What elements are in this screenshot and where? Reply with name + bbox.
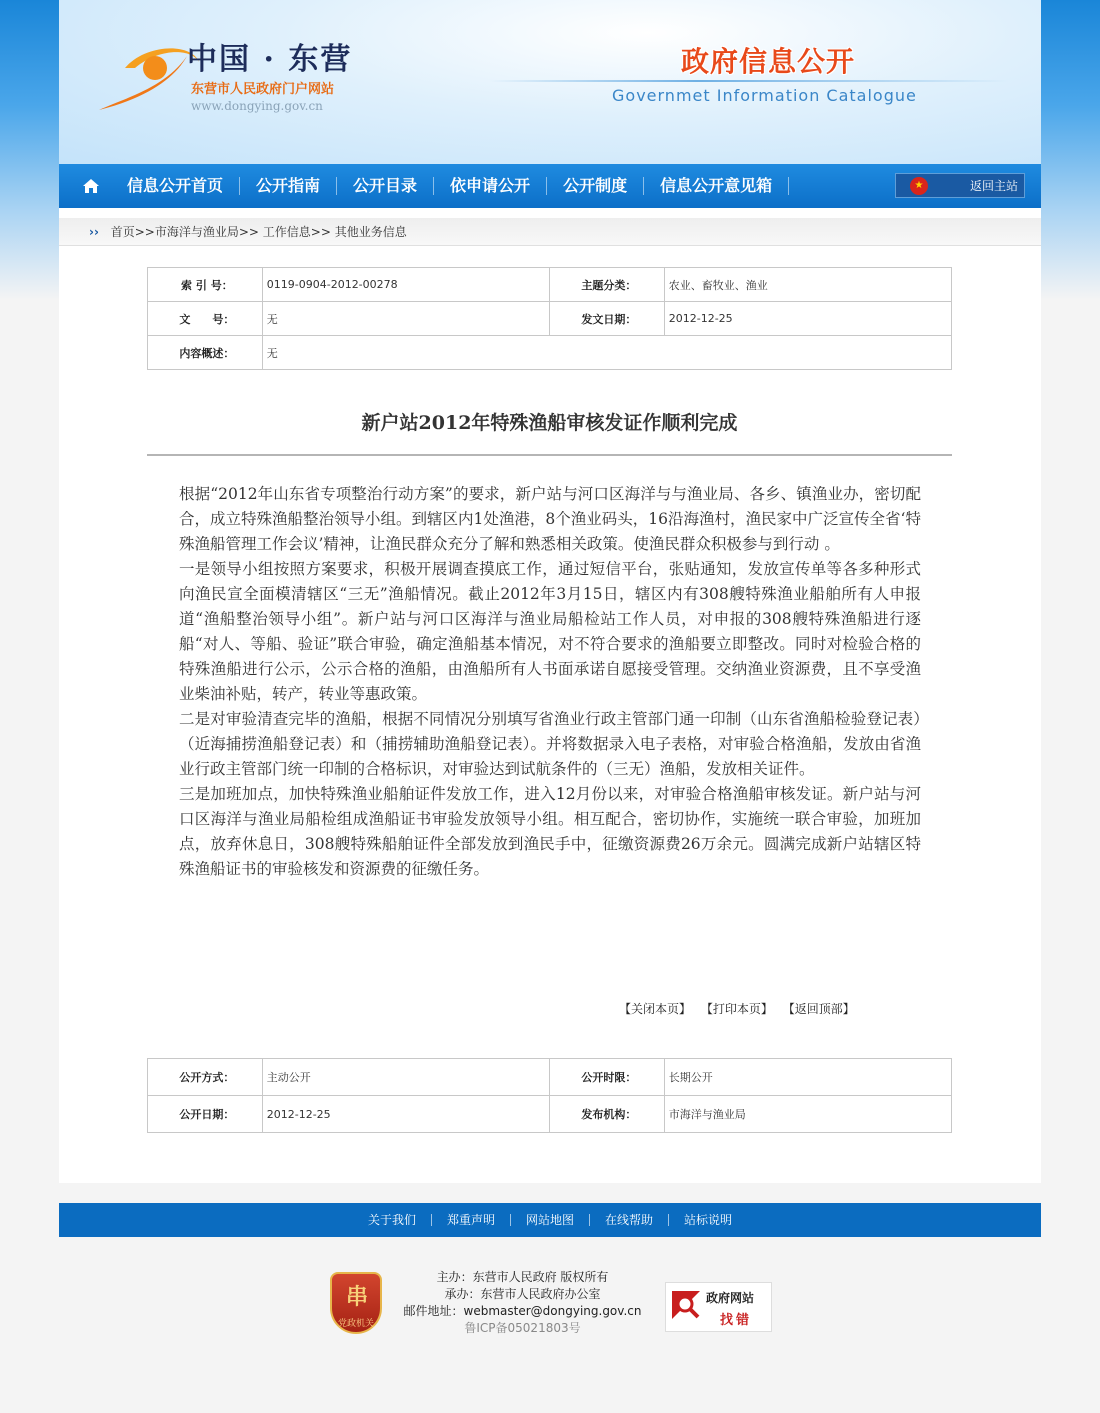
breadcrumb-home[interactable]: 首页: [110, 225, 135, 239]
publisher-label: 发布机构：: [550, 1096, 665, 1133]
table-row: [148, 1059, 952, 1096]
footer-link-help[interactable]: 在线帮助: [590, 1214, 669, 1226]
index-label: 索 引 号：: [148, 268, 263, 302]
nav-item-guide[interactable]: 公开指南: [240, 177, 337, 195]
back-to-main-label: 返回主站: [970, 179, 1019, 193]
topic-value: 农业、畜牧业、渔业: [664, 268, 951, 302]
table-row: [148, 1096, 952, 1133]
site-url: www.dongying.gov.cn: [191, 99, 323, 113]
party-gov-badge[interactable]: [330, 1272, 382, 1334]
nav-item-feedback[interactable]: 信息公开意见箱: [644, 177, 789, 195]
article-actions: [619, 1000, 919, 1017]
summary-value: 无: [262, 336, 951, 370]
badge-text: 党政机关: [337, 1319, 374, 1329]
breadcrumb-other-info[interactable]: >> 其他业务信息: [310, 225, 407, 239]
breadcrumb-work-info[interactable]: >> 工作信息: [238, 225, 311, 239]
main-content: [59, 248, 1041, 1183]
section-title-en: Governmet Information Catalogue: [612, 86, 917, 105]
footer-nav: [59, 1203, 1041, 1237]
footer-link-statement[interactable]: 郑重声明: [432, 1214, 511, 1226]
topic-label: 主题分类：: [550, 268, 665, 302]
document-meta-table: [147, 267, 952, 370]
footer-link-about[interactable]: 关于我们: [353, 1214, 432, 1226]
magnifier-icon: [672, 1291, 700, 1319]
site-title: 中国 · 东营: [187, 42, 353, 77]
back-to-main-button[interactable]: [895, 173, 1025, 198]
issue-date-value: 2012-12-25: [664, 302, 951, 336]
docno-value: 无: [262, 302, 549, 336]
index-value: 0119-0904-2012-00278: [262, 268, 549, 302]
national-emblem-icon: ★: [910, 177, 928, 195]
print-page-link[interactable]: 【打印本页】: [700, 1002, 773, 1016]
breadcrumb-bureau[interactable]: >>市海洋与渔业局: [134, 225, 239, 239]
article-body: [179, 482, 921, 882]
public-limit-value: 长期公开: [664, 1059, 951, 1096]
public-date-value: 2012-12-25: [262, 1096, 549, 1133]
site-header: [59, 0, 1041, 164]
table-row: [148, 268, 952, 302]
public-mode-value: 主动公开: [262, 1059, 549, 1096]
nav-item-system[interactable]: 公开制度: [547, 177, 644, 195]
docno-label: 文 号：: [148, 302, 263, 336]
article-paragraph: 二是对审验清查完毕的渔船，根据不同情况分别填写省渔业行政主管部门通一印制（山东省渔船检验登记表）（近海捕捞渔船登记表）和（捕捞辅助渔船登记表）。并将数据录入电子表格，对审验合格渔船，发放由省渔业行政主管部门统一印制的合格标识，对审验达到试航条件的（三无）渔船，发放相关证件。: [179, 710, 921, 778]
back-to-top-link[interactable]: 【返回顶部】: [782, 1002, 855, 1016]
footer-icp[interactable]: 鲁ICP备05021803号: [464, 1321, 581, 1335]
table-row: [148, 336, 952, 370]
report-line1: 政府网站: [706, 1291, 755, 1305]
nav-item-home[interactable]: 信息公开首页: [111, 177, 240, 195]
article-title: 新户站2012年特殊渔船审核发证作顺利完成: [361, 412, 738, 434]
breadcrumb: [59, 218, 1041, 246]
table-row: [148, 302, 952, 336]
footer-link-logo-info[interactable]: 站标说明: [684, 1213, 733, 1227]
public-date-label: 公开日期：: [148, 1096, 263, 1133]
public-limit-label: 公开时限：: [550, 1059, 665, 1096]
footer-organizer: 承办：东营市人民政府办公室: [444, 1287, 601, 1301]
breadcrumb-bar: [59, 208, 1041, 248]
footer-host: 主办：东营市人民政府 版权所有: [436, 1270, 609, 1284]
site-subtitle: 东营市人民政府门户网站: [191, 82, 335, 97]
badge-emblem-icon: 串: [346, 1285, 369, 1310]
public-info-table: [147, 1058, 952, 1133]
footer-link-sitemap[interactable]: 网站地图: [511, 1214, 590, 1226]
summary-label: 内容概述：: [148, 336, 263, 370]
article-paragraph: 根据“2012年山东省专项整治行动方案”的要求，新户站与河口区海洋与与渔业局、各乡、镇渔业办，密切配合，成立特殊渔船整治领导小组。到辖区内1处渔港，8个渔业码头，16沿海渔村，渔民家中广泛宣传全省‘特殊渔船管理工作会议’精神，让渔民群众充分了解和熟悉相关政策。使渔民群众积极参与到行动 。: [179, 485, 921, 553]
footer-email: 邮件地址：webmaster@dongying.gov.cn: [403, 1304, 642, 1318]
public-mode-label: 公开方式：: [148, 1059, 263, 1096]
issue-date-label: 发文日期：: [550, 302, 665, 336]
report-line2: 找错: [720, 1313, 753, 1328]
article-paragraph: 一是领导小组按照方案要求，积极开展调查摸底工作，通过短信平台，张贴通知，发放宣传单等各多种形式向渔民宣全面模清辖区“三无”渔船情况。截止2012年3月15日，辖区内有308艘特殊渔业船舶所有人申报道“渔船整治领导小组”。新户站与河口区海洋与渔业局船检站工作人员，对申报的308艘特殊渔船进行逐船“对人、等船、验证”联合审验，确定渔船基本情况，对不符合要求的渔船要立即整改。同时对检验合格的特殊渔船进行公示，公示合格的渔船，由渔船所有人书面承诺自愿接受管理。交纳渔业资源费，且不享受渔业柴油补贴，转产，转业等惠政策。: [179, 560, 921, 703]
title-divider: [147, 454, 952, 456]
article-paragraph: 三是加班加点，加快特殊渔业船舶证件发放工作，进入12月份以来，对审验合格渔船审核发证。新户站与河口区海洋与渔业局船检组成渔船证书审验发放领导小组。相互配合，密切协作，实施统一联合审验，加班加点，放弃休息日，308艘特殊船舶证件全部发放到渔民手中，征缴资源费26万余元。圆满完成新户站辖区特殊渔船证书的审验核发和资源费的征缴任务。: [179, 785, 921, 878]
header-divider: [489, 80, 1009, 82]
nav-item-catalog[interactable]: 公开目录: [337, 177, 434, 195]
close-page-link[interactable]: 【关闭本页】: [619, 1002, 692, 1016]
section-title: 政府信息公开: [681, 45, 856, 78]
report-error-button[interactable]: [665, 1282, 772, 1332]
footer-copyright: [400, 1269, 645, 1337]
footer-info: [0, 1268, 1100, 1348]
nav-item-request[interactable]: 依申请公开: [434, 177, 547, 195]
main-nav: [59, 164, 1041, 208]
breadcrumb-arrows-icon: ››: [89, 225, 99, 239]
publisher-value: 市海洋与渔业局: [664, 1096, 951, 1133]
home-icon[interactable]: [71, 164, 111, 208]
